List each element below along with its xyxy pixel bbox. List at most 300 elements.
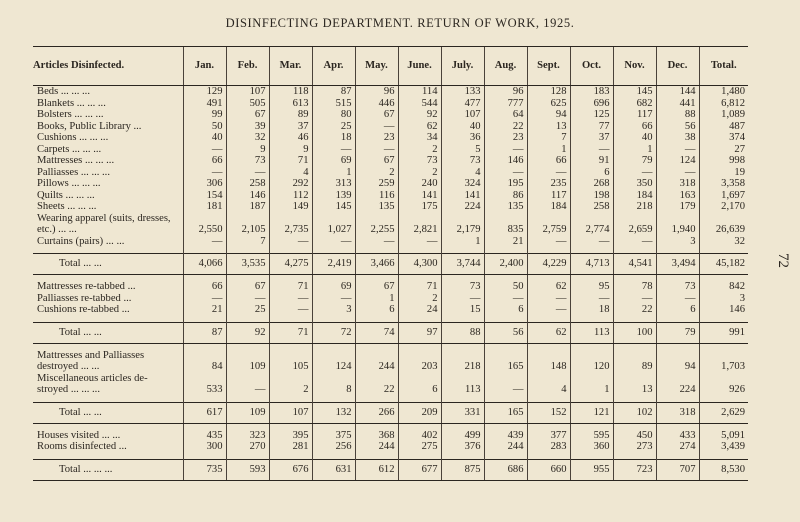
value-cell: 3,494 bbox=[656, 254, 699, 275]
value-cell: 69 bbox=[312, 155, 355, 167]
table-row bbox=[33, 190, 748, 202]
value-cell: 92 bbox=[398, 109, 441, 121]
value-cell: 66 bbox=[527, 155, 570, 167]
value-cell: 72 bbox=[312, 322, 355, 343]
value-cell: 39 bbox=[226, 121, 269, 133]
value-cell: 107 bbox=[226, 86, 269, 98]
value-cell: 125 bbox=[570, 109, 613, 121]
value-cell: 313 bbox=[312, 178, 355, 190]
column-header: Mar. bbox=[269, 47, 312, 86]
value-cell: — bbox=[269, 304, 312, 316]
value-cell: 73 bbox=[441, 281, 484, 293]
total-cell: 1,089 bbox=[699, 109, 748, 121]
value-cell: 107 bbox=[269, 402, 312, 423]
column-header: May. bbox=[355, 47, 398, 86]
table-row bbox=[33, 430, 748, 442]
value-cell: 135 bbox=[484, 201, 527, 213]
value-cell: — bbox=[613, 167, 656, 179]
value-cell: — bbox=[570, 293, 613, 305]
value-cell: — bbox=[527, 293, 570, 305]
page-title: DISINFECTING DEPARTMENT. RETURN OF WORK, 1925. bbox=[225, 16, 575, 30]
column-header: Aug. bbox=[484, 47, 527, 86]
total-cell: 3 bbox=[699, 293, 748, 305]
value-cell: 218 bbox=[613, 201, 656, 213]
value-cell: 377 bbox=[527, 430, 570, 442]
return-of-work-table bbox=[33, 46, 748, 481]
value-cell: 132 bbox=[312, 402, 355, 423]
value-cell: 446 bbox=[355, 98, 398, 110]
value-cell: 69 bbox=[312, 281, 355, 293]
value-cell: 187 bbox=[226, 201, 269, 213]
value-cell: — bbox=[226, 293, 269, 305]
value-cell: 117 bbox=[527, 190, 570, 202]
value-cell: 2,550 bbox=[183, 213, 226, 236]
value-cell: 275 bbox=[398, 441, 441, 453]
value-cell: 477 bbox=[441, 98, 484, 110]
value-cell: 87 bbox=[183, 322, 226, 343]
value-cell: 2 bbox=[398, 144, 441, 156]
value-cell: 163 bbox=[656, 190, 699, 202]
value-cell: 165 bbox=[484, 402, 527, 423]
value-cell: 139 bbox=[312, 190, 355, 202]
value-cell: 2 bbox=[398, 167, 441, 179]
value-cell: — bbox=[226, 167, 269, 179]
value-cell: 2,419 bbox=[312, 254, 355, 275]
value-cell: 273 bbox=[613, 441, 656, 453]
value-cell: 121 bbox=[570, 402, 613, 423]
value-cell: 80 bbox=[312, 109, 355, 121]
value-cell: 88 bbox=[656, 109, 699, 121]
value-cell: 144 bbox=[656, 86, 699, 98]
value-cell: 3 bbox=[656, 236, 699, 248]
value-cell: 145 bbox=[312, 201, 355, 213]
value-cell: 350 bbox=[613, 178, 656, 190]
value-cell: 9 bbox=[269, 144, 312, 156]
value-cell: 441 bbox=[656, 98, 699, 110]
value-cell: — bbox=[269, 236, 312, 248]
row-label: Houses visited ... ... bbox=[37, 429, 121, 441]
value-cell: 3 bbox=[312, 304, 355, 316]
value-cell: 281 bbox=[269, 441, 312, 453]
value-cell: 25 bbox=[312, 121, 355, 133]
row-label: Miscellaneous articles de- stroyed ... ... ... bbox=[37, 372, 148, 395]
value-cell: 175 bbox=[398, 201, 441, 213]
value-cell: — bbox=[484, 144, 527, 156]
value-cell: 677 bbox=[398, 459, 441, 480]
total-cell: 487 bbox=[699, 121, 748, 133]
value-cell: 203 bbox=[398, 350, 441, 373]
value-cell: 2,821 bbox=[398, 213, 441, 236]
value-cell: — bbox=[355, 236, 398, 248]
value-cell: — bbox=[312, 144, 355, 156]
row-label: Beds ... ... ... bbox=[37, 86, 90, 97]
total-cell: 998 bbox=[699, 155, 748, 167]
value-cell: 331 bbox=[441, 402, 484, 423]
total-cell: 146 bbox=[699, 304, 748, 316]
value-cell: 66 bbox=[183, 281, 226, 293]
value-cell: 67 bbox=[355, 281, 398, 293]
row-label: Mattresses and Palliasses destroyed ... ... bbox=[37, 349, 145, 372]
value-cell: 505 bbox=[226, 98, 269, 110]
value-cell: 7 bbox=[226, 236, 269, 248]
row-label: Palliasses ... ... ... bbox=[37, 166, 110, 178]
value-cell: 102 bbox=[613, 402, 656, 423]
value-cell: 258 bbox=[226, 178, 269, 190]
value-cell: 109 bbox=[226, 350, 269, 373]
row-label: Bolsters ... ... ... bbox=[37, 109, 104, 120]
value-cell: — bbox=[484, 167, 527, 179]
value-cell: 184 bbox=[613, 190, 656, 202]
value-cell: — bbox=[656, 144, 699, 156]
value-cell: — bbox=[527, 236, 570, 248]
value-cell: — bbox=[570, 144, 613, 156]
value-cell: 13 bbox=[527, 121, 570, 133]
table-row bbox=[33, 201, 748, 213]
value-cell: 141 bbox=[441, 190, 484, 202]
row-label: Total ... ... bbox=[33, 254, 183, 275]
row-label: Mattresses re-tabbed ... bbox=[37, 281, 136, 292]
value-cell: 198 bbox=[570, 190, 613, 202]
value-cell: — bbox=[183, 293, 226, 305]
table-row bbox=[33, 178, 748, 190]
value-cell: 955 bbox=[570, 459, 613, 480]
value-cell: 433 bbox=[656, 430, 699, 442]
value-cell: — bbox=[570, 236, 613, 248]
value-cell: 2 bbox=[398, 293, 441, 305]
value-cell: 244 bbox=[484, 441, 527, 453]
value-cell: 4,300 bbox=[398, 254, 441, 275]
value-cell: 835 bbox=[484, 213, 527, 236]
value-cell: 84 bbox=[183, 350, 226, 373]
table-row bbox=[33, 109, 748, 121]
value-cell: 395 bbox=[269, 430, 312, 442]
value-cell: 7 bbox=[527, 132, 570, 144]
value-cell: 256 bbox=[312, 441, 355, 453]
table-row bbox=[33, 98, 748, 110]
value-cell: 92 bbox=[226, 322, 269, 343]
value-cell: 74 bbox=[355, 322, 398, 343]
row-label: Total ... ... bbox=[33, 402, 183, 423]
value-cell: — bbox=[613, 293, 656, 305]
column-header: Oct. bbox=[570, 47, 613, 86]
value-cell: 87 bbox=[312, 86, 355, 98]
value-cell: 3,466 bbox=[355, 254, 398, 275]
total-cell: 2,170 bbox=[699, 201, 748, 213]
value-cell: 240 bbox=[398, 178, 441, 190]
value-cell: 209 bbox=[398, 402, 441, 423]
value-cell: 99 bbox=[183, 109, 226, 121]
value-cell: 22 bbox=[484, 121, 527, 133]
value-cell: 94 bbox=[527, 109, 570, 121]
value-cell: 95 bbox=[570, 281, 613, 293]
value-cell: 2,179 bbox=[441, 213, 484, 236]
value-cell: 181 bbox=[183, 201, 226, 213]
value-cell: 146 bbox=[226, 190, 269, 202]
row-label: Rooms disinfected ... bbox=[37, 441, 127, 452]
row-label: Curtains (pairs) ... ... bbox=[37, 235, 125, 247]
table-row bbox=[33, 121, 748, 133]
value-cell: 145 bbox=[613, 86, 656, 98]
table-row bbox=[33, 373, 748, 396]
value-cell: 218 bbox=[441, 350, 484, 373]
value-cell: 89 bbox=[269, 109, 312, 121]
value-cell: 875 bbox=[441, 459, 484, 480]
row-label: Mattresses ... ... ... bbox=[37, 155, 115, 166]
value-cell: 368 bbox=[355, 430, 398, 442]
value-cell: — bbox=[441, 293, 484, 305]
value-cell: 375 bbox=[312, 430, 355, 442]
value-cell: 135 bbox=[355, 201, 398, 213]
table-row bbox=[33, 350, 748, 373]
total-cell: 926 bbox=[699, 373, 748, 396]
row-label: Sheets ... ... ... bbox=[37, 201, 97, 212]
column-header: Total. bbox=[699, 47, 748, 86]
value-cell: — bbox=[484, 373, 527, 396]
value-cell: 105 bbox=[269, 350, 312, 373]
value-cell: 2,400 bbox=[484, 254, 527, 275]
value-cell: 1 bbox=[527, 144, 570, 156]
value-cell: 544 bbox=[398, 98, 441, 110]
value-cell: 8 bbox=[312, 373, 355, 396]
row-label: Carpets ... ... ... bbox=[37, 143, 102, 155]
value-cell: 152 bbox=[527, 402, 570, 423]
value-cell: 97 bbox=[398, 322, 441, 343]
value-cell: 2,774 bbox=[570, 213, 613, 236]
column-header: Feb. bbox=[226, 47, 269, 86]
value-cell: 224 bbox=[656, 373, 699, 396]
value-cell: 22 bbox=[613, 304, 656, 316]
value-cell: 40 bbox=[183, 132, 226, 144]
value-cell: 595 bbox=[570, 430, 613, 442]
total-cell: 45,182 bbox=[699, 254, 748, 275]
value-cell: — bbox=[312, 236, 355, 248]
value-cell: 67 bbox=[355, 155, 398, 167]
value-cell: 50 bbox=[183, 121, 226, 133]
value-cell: 73 bbox=[441, 155, 484, 167]
total-cell: 374 bbox=[699, 132, 748, 144]
value-cell: 50 bbox=[484, 281, 527, 293]
value-cell: 71 bbox=[269, 155, 312, 167]
value-cell: 94 bbox=[656, 350, 699, 373]
value-cell: 148 bbox=[527, 350, 570, 373]
value-cell: 723 bbox=[613, 459, 656, 480]
value-cell: 625 bbox=[527, 98, 570, 110]
value-cell: 533 bbox=[183, 373, 226, 396]
value-cell: 120 bbox=[570, 350, 613, 373]
value-cell: 22 bbox=[355, 373, 398, 396]
total-cell: 32 bbox=[699, 236, 748, 248]
value-cell: 141 bbox=[398, 190, 441, 202]
value-cell: — bbox=[355, 121, 398, 133]
value-cell: 1 bbox=[441, 236, 484, 248]
value-cell: 3,744 bbox=[441, 254, 484, 275]
value-cell: 292 bbox=[269, 178, 312, 190]
value-cell: 491 bbox=[183, 98, 226, 110]
value-cell: 38 bbox=[656, 132, 699, 144]
value-cell: 165 bbox=[484, 350, 527, 373]
value-cell: 112 bbox=[269, 190, 312, 202]
value-cell: 450 bbox=[613, 430, 656, 442]
value-cell: 244 bbox=[355, 350, 398, 373]
value-cell: — bbox=[527, 304, 570, 316]
table-body bbox=[33, 86, 748, 481]
value-cell: 6 bbox=[398, 373, 441, 396]
value-cell: 79 bbox=[656, 322, 699, 343]
value-cell: 62 bbox=[527, 281, 570, 293]
value-cell: 67 bbox=[226, 109, 269, 121]
value-cell: 107 bbox=[441, 109, 484, 121]
column-header: June. bbox=[398, 47, 441, 86]
table-row bbox=[33, 132, 748, 144]
value-cell: 3,535 bbox=[226, 254, 269, 275]
column-header-articles: Articles Disinfected. bbox=[33, 47, 183, 86]
value-cell: 77 bbox=[570, 121, 613, 133]
total-cell: 3,439 bbox=[699, 441, 748, 453]
value-cell: — bbox=[656, 167, 699, 179]
value-cell: — bbox=[312, 293, 355, 305]
value-cell: 274 bbox=[656, 441, 699, 453]
value-cell: 6 bbox=[355, 304, 398, 316]
total-cell: 19 bbox=[699, 167, 748, 179]
total-cell: 1,703 bbox=[699, 350, 748, 373]
value-cell: 735 bbox=[183, 459, 226, 480]
value-cell: 268 bbox=[570, 178, 613, 190]
value-cell: 4 bbox=[269, 167, 312, 179]
value-cell: 266 bbox=[355, 402, 398, 423]
value-cell: 4,275 bbox=[269, 254, 312, 275]
row-label: Blankets ... ... ... bbox=[37, 97, 106, 109]
value-cell: 66 bbox=[183, 155, 226, 167]
value-cell: 617 bbox=[183, 402, 226, 423]
value-cell: 5 bbox=[441, 144, 484, 156]
value-cell: 113 bbox=[441, 373, 484, 396]
value-cell: 259 bbox=[355, 178, 398, 190]
value-cell: 300 bbox=[183, 441, 226, 453]
total-cell: 1,697 bbox=[699, 190, 748, 202]
value-cell: — bbox=[398, 236, 441, 248]
total-cell: 6,812 bbox=[699, 98, 748, 110]
value-cell: 184 bbox=[527, 201, 570, 213]
value-cell: 117 bbox=[613, 109, 656, 121]
value-cell: 324 bbox=[441, 178, 484, 190]
value-cell: 124 bbox=[312, 350, 355, 373]
value-cell: 6 bbox=[484, 304, 527, 316]
value-cell: 4,713 bbox=[570, 254, 613, 275]
row-label: Total ... ... ... bbox=[33, 459, 183, 480]
value-cell: 46 bbox=[269, 132, 312, 144]
table-row bbox=[33, 281, 748, 293]
value-cell: 682 bbox=[613, 98, 656, 110]
page-number: 72 bbox=[775, 253, 791, 268]
total-cell: 8,530 bbox=[699, 459, 748, 480]
value-cell: 73 bbox=[656, 281, 699, 293]
value-cell: 686 bbox=[484, 459, 527, 480]
value-cell: 4,541 bbox=[613, 254, 656, 275]
value-cell: 1,940 bbox=[656, 213, 699, 236]
value-cell: 2,659 bbox=[613, 213, 656, 236]
table-row bbox=[33, 144, 748, 156]
value-cell: 36 bbox=[441, 132, 484, 144]
value-cell: 499 bbox=[441, 430, 484, 442]
table-row bbox=[33, 167, 748, 179]
value-cell: 439 bbox=[484, 430, 527, 442]
value-cell: 4,229 bbox=[527, 254, 570, 275]
value-cell: 71 bbox=[269, 322, 312, 343]
column-header: Jan. bbox=[183, 47, 226, 86]
row-label: Pillows ... ... ... bbox=[37, 178, 101, 189]
value-cell: 318 bbox=[656, 178, 699, 190]
value-cell: 78 bbox=[613, 281, 656, 293]
value-cell: — bbox=[355, 144, 398, 156]
total-cell: 26,639 bbox=[699, 213, 748, 236]
total-cell: 991 bbox=[699, 322, 748, 343]
value-cell: — bbox=[183, 144, 226, 156]
table-row bbox=[33, 441, 748, 453]
total-cell: 1,480 bbox=[699, 86, 748, 98]
row-label: Palliasses re-tabbed ... bbox=[37, 292, 132, 304]
value-cell: 18 bbox=[570, 304, 613, 316]
value-cell: — bbox=[527, 167, 570, 179]
row-label: Cushions re-tabbed ... bbox=[37, 304, 130, 315]
value-cell: 707 bbox=[656, 459, 699, 480]
value-cell: 100 bbox=[613, 322, 656, 343]
column-header: Sept. bbox=[527, 47, 570, 86]
table-row bbox=[33, 293, 748, 305]
value-cell: 89 bbox=[613, 350, 656, 373]
value-cell: 1 bbox=[613, 144, 656, 156]
value-cell: 195 bbox=[484, 178, 527, 190]
value-cell: 96 bbox=[355, 86, 398, 98]
value-cell: 179 bbox=[656, 201, 699, 213]
value-cell: 4 bbox=[441, 167, 484, 179]
value-cell: 21 bbox=[183, 304, 226, 316]
value-cell: 1,027 bbox=[312, 213, 355, 236]
value-cell: 73 bbox=[226, 155, 269, 167]
total-row bbox=[33, 254, 748, 275]
row-label: Quilts ... ... ... bbox=[37, 189, 95, 201]
value-cell: — bbox=[269, 293, 312, 305]
table-row bbox=[33, 86, 748, 98]
value-cell: 21 bbox=[484, 236, 527, 248]
value-cell: 71 bbox=[398, 281, 441, 293]
row-label: Wearing apparel (suits, dresses, etc.) ... ... bbox=[37, 212, 171, 235]
value-cell: 270 bbox=[226, 441, 269, 453]
value-cell: 37 bbox=[570, 132, 613, 144]
header-row bbox=[33, 47, 748, 86]
row-label: Total ... ... bbox=[33, 322, 183, 343]
value-cell: 40 bbox=[613, 132, 656, 144]
value-cell: 613 bbox=[269, 98, 312, 110]
value-cell: 34 bbox=[398, 132, 441, 144]
value-cell: 6 bbox=[656, 304, 699, 316]
value-cell: 183 bbox=[570, 86, 613, 98]
value-cell: 96 bbox=[484, 86, 527, 98]
value-cell: — bbox=[226, 373, 269, 396]
value-cell: 67 bbox=[355, 109, 398, 121]
value-cell: 1 bbox=[312, 167, 355, 179]
value-cell: 676 bbox=[269, 459, 312, 480]
column-header: Nov. bbox=[613, 47, 656, 86]
total-cell: 27 bbox=[699, 144, 748, 156]
value-cell: 2,735 bbox=[269, 213, 312, 236]
value-cell: 128 bbox=[527, 86, 570, 98]
value-cell: 593 bbox=[226, 459, 269, 480]
value-cell: 235 bbox=[527, 178, 570, 190]
total-cell: 3,358 bbox=[699, 178, 748, 190]
value-cell: 323 bbox=[226, 430, 269, 442]
value-cell: 146 bbox=[484, 155, 527, 167]
row-label: Books, Public Library ... bbox=[37, 120, 142, 132]
